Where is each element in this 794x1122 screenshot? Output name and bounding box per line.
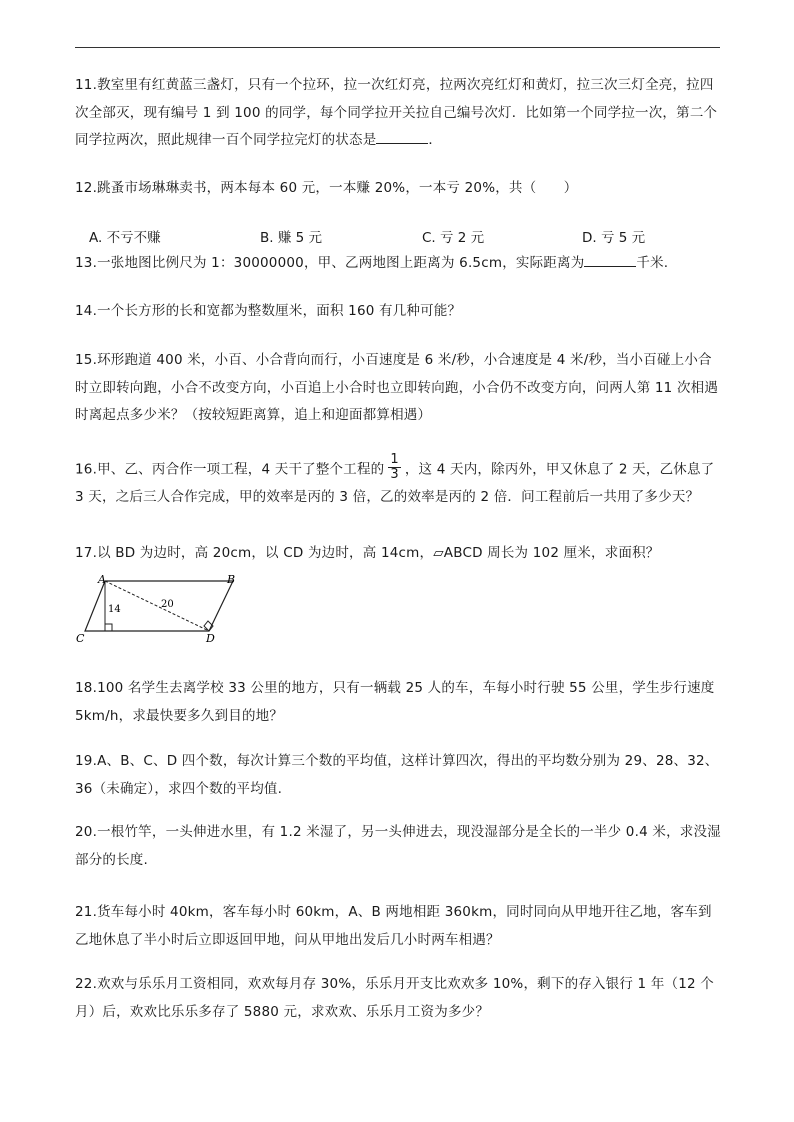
question-11-end: ．: [428, 132, 443, 148]
question-13-text: 13.一张地图比例尺为 1：30000000，甲、乙两地图上距离为 6.5cm，实际距离为: [75, 255, 585, 271]
header-rule: [75, 47, 720, 48]
question-13-end: 千米.: [636, 255, 669, 271]
question-18-text: 18.100 名学生去离学校 33 公里的地方，只有一辆载 25 人的车，车每小时行驶 55 公里，学生步行速度 5km/h，求最快要多久到目的地？: [75, 680, 715, 724]
question-14-text: 14.一个长方形的长和宽都为整数厘米，面积 160 有几种可能？: [75, 303, 462, 319]
question-21: [75, 899, 725, 954]
question-18: [75, 675, 725, 730]
parallelogram-figure: [75, 575, 245, 645]
option-d[interactable]: D. 亏 5 元: [582, 230, 646, 246]
answer-blank[interactable]: [376, 129, 428, 144]
question-15-text: 15.环形跑道 400 米，小百、小合背向而行，小百速度是 6 米/秒，小合速度是 4 米/秒，当小百碰上小合时立即转向跑，小合不改变方向，小百追上小合时也立即转向跑，小合仍不改变方向，问两人第 11 次相遇时离起点多少米？（按较短距离算，追上和迎面都算相遇）: [75, 352, 719, 423]
question-22: [75, 971, 725, 1026]
question-13: [75, 250, 725, 278]
question-14: [75, 298, 725, 326]
label-b: B: [227, 575, 236, 586]
option-b[interactable]: B. 赚 5 元: [260, 230, 323, 246]
question-16-text: 16.甲、乙、丙合作一项工程，4 天干了整个工程的: [75, 461, 385, 478]
question-15: [75, 347, 725, 430]
question-19-text: 19.A、B、C、D 四个数，每次计算三个数的平均值，这样计算四次，得出的平均数分别为 29、28、32、36（未确定），求四个数的平均值.: [75, 753, 719, 797]
question-11-text: 11.教室里有红黄蓝三盏灯，只有一个拉环，拉一次红灯亮，拉两次亮红灯和黄灯，拉三次三灯全亮，拉四次全部灭，现有编号 1 到 100 的同学，每个同学拉开关拉自己编号次灯．比如第一个同学拉一次，第二个同学拉两次，照此规律一百个同学拉完灯的状态是: [75, 77, 718, 148]
question-19: [75, 748, 725, 803]
question-11: [75, 72, 725, 155]
fraction: [388, 453, 400, 482]
fraction-denominator: 3: [390, 467, 399, 482]
question-22-text: 22.欢欢与乐乐月工资相同，欢欢每月存 30%，乐乐月开支比欢欢多 10%，剩下的存入银行 1 年（12 个月）后，欢欢比乐乐多存了 5880 元，求欢欢、乐乐月工资为多少？: [75, 976, 715, 1020]
option-c[interactable]: C. 亏 2 元: [422, 230, 485, 246]
height-label-20: 20: [161, 599, 174, 610]
question-17-text: 17.以 BD 为边时，高 20cm，以 CD 为边时，高 14cm，▱ABCD 周长为 102 厘米，求面积？: [75, 545, 660, 561]
height-label-14: 14: [108, 604, 121, 615]
label-a: A: [98, 575, 106, 586]
fraction-numerator: 1: [390, 452, 399, 467]
question-16: [75, 452, 725, 512]
question-16-text-cont: ，这 4 天内，除丙外，甲又休息了 2 天，乙休息了 3 天，之后三人合作完成，甲的效率是丙的 3 倍，乙的效率是丙的 2 倍．问工程前后一共用了多少天？: [75, 461, 715, 505]
question-12: [75, 175, 725, 203]
question-17: [75, 540, 725, 568]
question-20-text: 20.一根竹竿，一头伸进水里，有 1.2 米湿了，另一头伸进去，现没湿部分是全长的一半少 0.4 米，求没湿部分的长度.: [75, 824, 721, 868]
answer-blank[interactable]: [584, 252, 636, 267]
question-12-text: 12.跳蚤市场琳琳卖书，两本每本 60 元，一本赚 20%，一本亏 20%，共（ ）: [75, 180, 578, 196]
question-21-text: 21.货车每小时 40km，客车每小时 60km，A、B 两地相距 360km，同时同向从甲地开往乙地，客车到乙地休息了半小时后立即返回甲地，问从甲地出发后几小时两车相遇？: [75, 904, 712, 948]
option-a[interactable]: A. 不亏不赚: [89, 230, 161, 246]
label-c: C: [76, 632, 85, 645]
label-d: D: [206, 632, 215, 645]
question-20: [75, 819, 725, 874]
